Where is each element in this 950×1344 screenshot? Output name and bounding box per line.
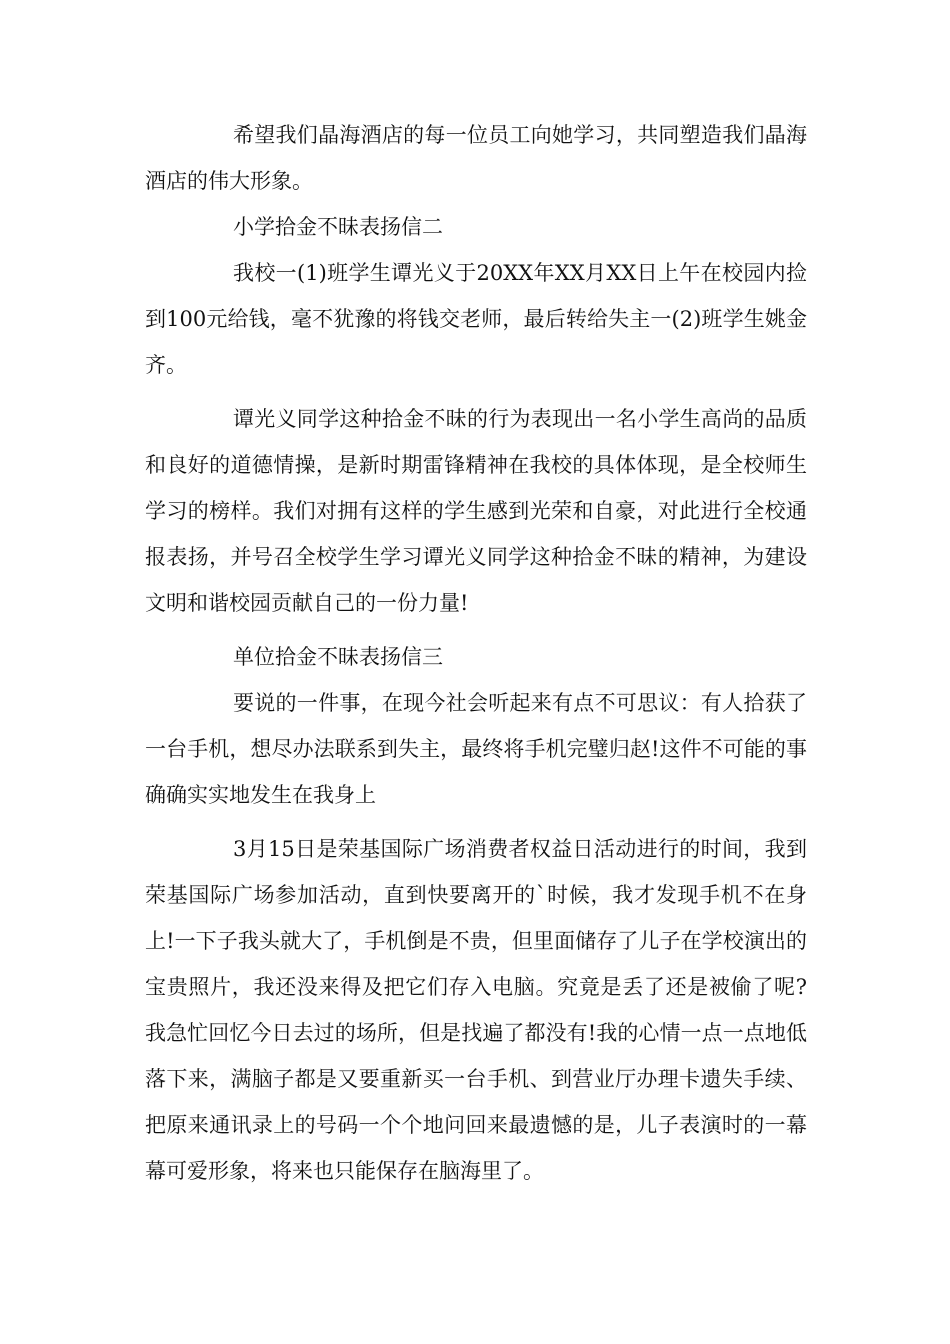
document-body — [145, 112, 807, 1194]
heading-letter-two: 小学拾金不昧表扬信二 — [233, 215, 443, 239]
paragraph-praise-student: 谭光义同学这种拾金不昧的行为表现出一名小学生高尚的品质和良好的道德情操，是新时期雷锋精神在我校的具体体现，是全校师生学习的榜样。我们对拥有这样的学生感到光荣和自豪，对此进行全校通报表扬，并号召全校学生学习谭光义同学这种拾金不昧的精神，为建设文明和谐校园贡献自己的一份力量! — [145, 407, 807, 615]
paragraph-student-found-money: 我校一(1)班学生谭光义于20XX年XX月XX日上午在校园内捡到100元给钱，毫不犹豫的将钱交老师，最后转给失主一(2)班学生姚金齐。 — [145, 261, 807, 377]
paragraph-phone-returned-intro: 要说的一件事，在现今社会听起来有点不可思议：有人拾获了一台手机，想尽办法联系到失主，最终将手机完璧归赵!这件不可能的事确确实实地发生在我身上 — [145, 691, 807, 807]
paragraph-hotel-closing: 希望我们晶海酒店的每一位员工向她学习，共同塑造我们晶海酒店的伟大形象。 — [145, 123, 807, 193]
heading-letter-three: 单位拾金不昧表扬信三 — [233, 645, 443, 669]
paragraph-lost-phone-story: 3月15日是荣基国际广场消费者权益日活动进行的时间，我到荣基国际广场参加活动，直到快要离开的`时候，我才发现手机不在身上!一下子我头就大了，手机倒是不贵，但里面储存了儿子在学校演出的宝贵照片，我还没来得及把它们存入电脑。究竟是丢了还是被偷了呢?我急忙回忆今日去过的场所，但是找遍了都没有!我的心情一点一点地低落下来，满脑子都是又要重新买一台手机、到营业厅办理卡遗失手续、把原来通讯录上的号码一个个地问回来最遗憾的是，儿子表演时的一幕幕可爱形象，将来也只能保存在脑海里了。 — [145, 837, 807, 1183]
